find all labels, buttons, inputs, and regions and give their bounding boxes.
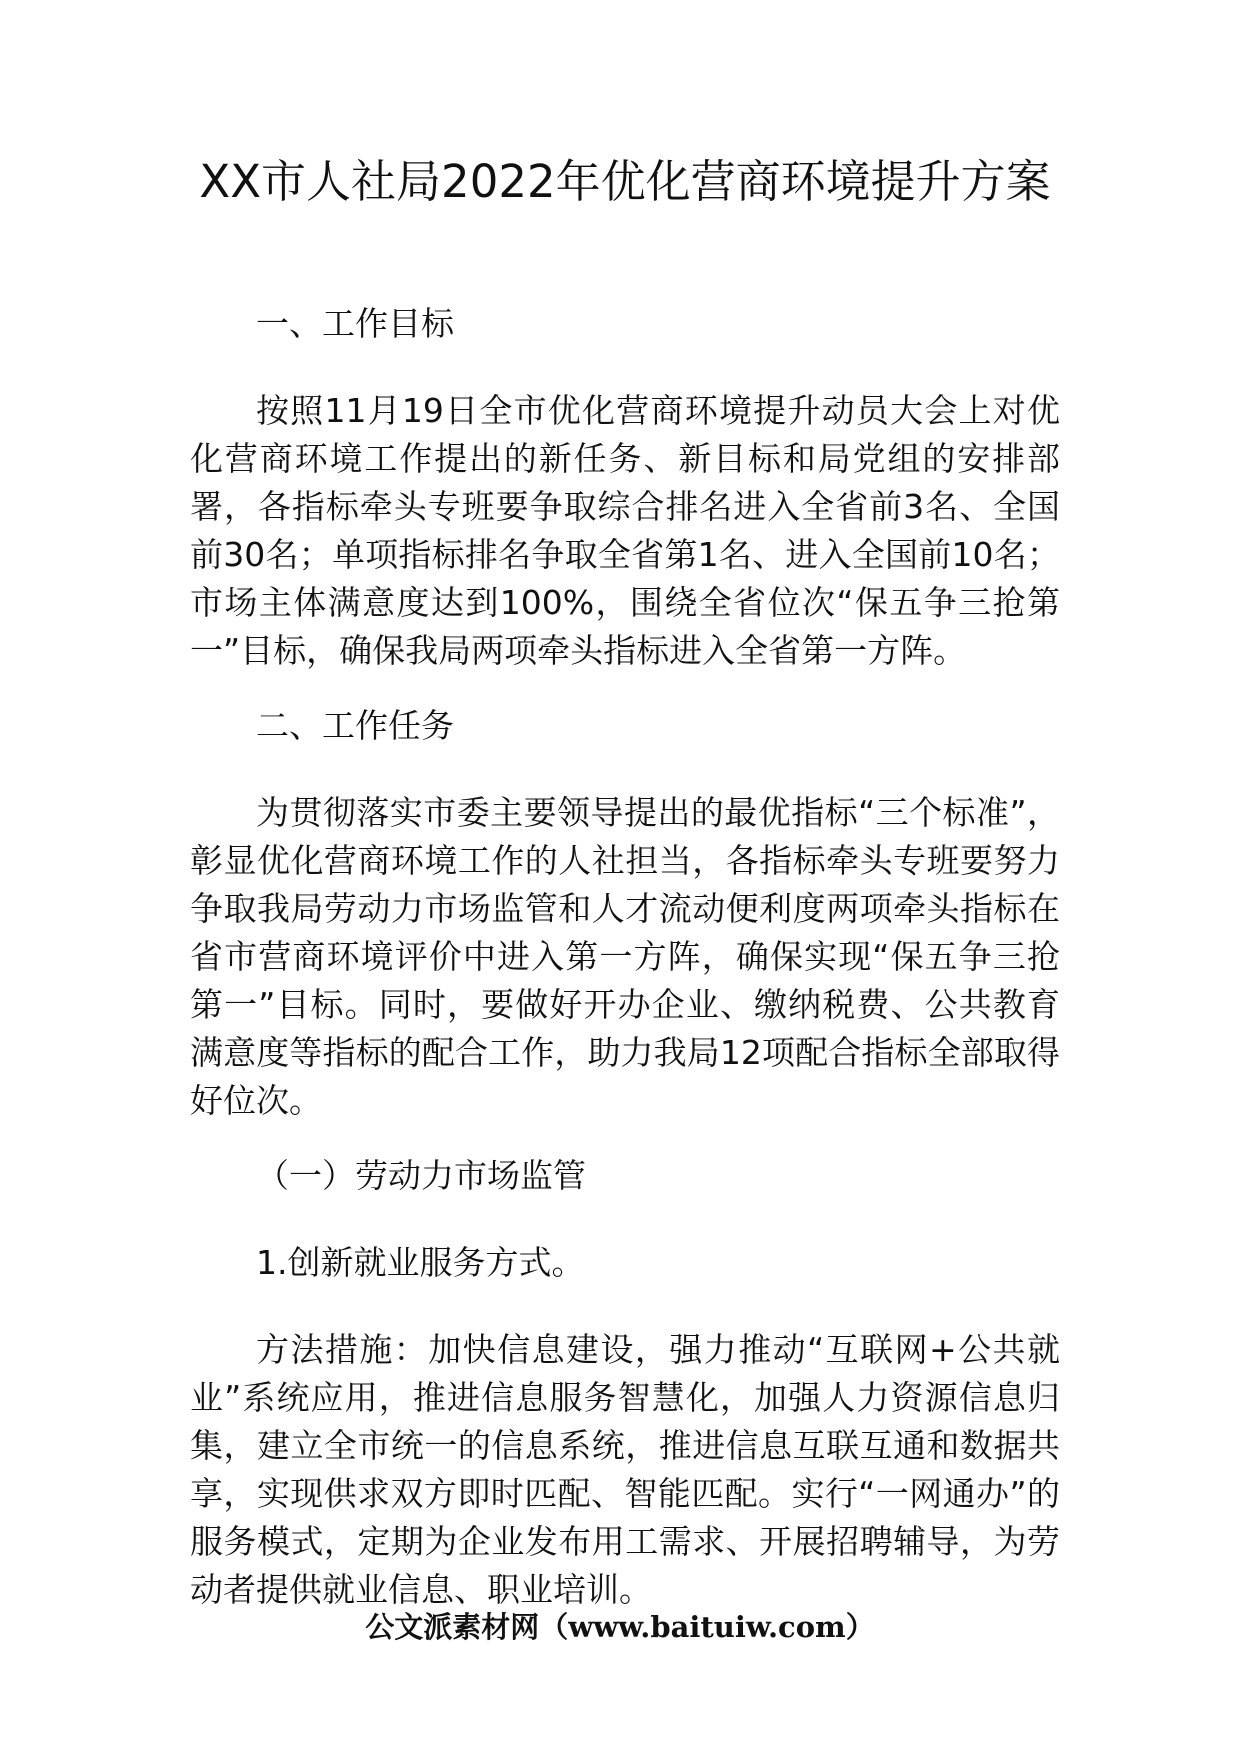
paragraph-goals: 按照11月19日全市优化营商环境提升动员大会上对优化营商环境工作提出的新任务、新目标和局党组的安排部署，各指标牵头专班要争取综合排名进入全省前3名、全国前30名；单项指标排名争取全省第1名、进入全国前10名；市场主体满意度达到100%，围绕全省位次“保五争三抢第一”目标，确保我局两项牵头指标进入全省第一方阵。: [190, 391, 1060, 670]
document-body: [190, 300, 1060, 1641]
document-title: XX市人社局2022年优化营商环境提升方案: [199, 155, 1051, 208]
footer-source: 公文派素材网（www.baituiw.com）: [365, 1610, 875, 1644]
section-heading-goals: 一、工作目标: [256, 304, 454, 343]
section-heading-tasks: 二、工作任务: [256, 706, 454, 745]
paragraph-measures: 方法措施：加快信息建设，强力推动“互联网+公共就业”系统应用，推进信息服务智慧化，加强人力资源信息归集，建立全市统一的信息系统，推进信息互联互通和数据共享，实现供求双方即时匹配、智能匹配。实行“一网通办”的服务模式，定期为企业发布用工需求、开展招聘辅导，为劳动者提供就业信息、职业培训。: [190, 1330, 1060, 1609]
subsection-heading-labor-market: （一）劳动力市场监管: [256, 1156, 586, 1195]
item-heading-employment-service: 1.创新就业服务方式。: [256, 1243, 585, 1282]
paragraph-tasks: 为贯彻落实市委主要领导提出的最优指标“三个标准”，彰显优化营商环境工作的人社担当，各指标牵头专班要努力争取我局劳动力市场监管和人才流动便利度两项牵头指标在省市营商环境评价中进入第一方阵，确保实现“保五争三抢第一”目标。同时，要做好开办企业、缴纳税费、公共教育满意度等指标的配合工作，助力我局12项配合指标全部取得好位次。: [190, 793, 1060, 1120]
